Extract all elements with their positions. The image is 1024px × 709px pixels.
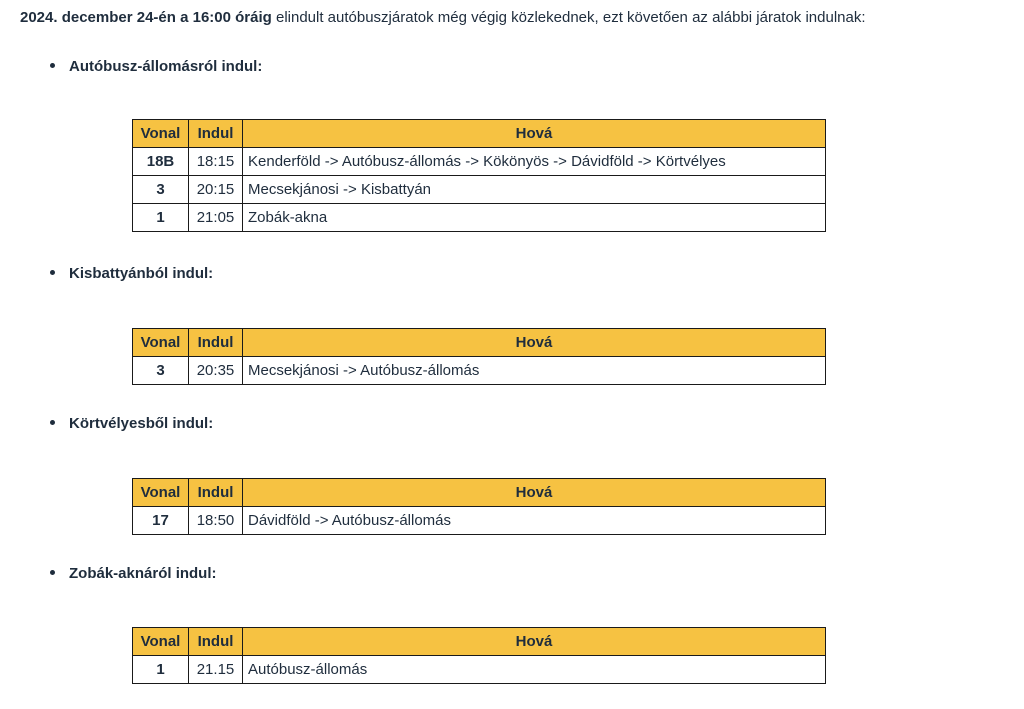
- timetable-zobak-akna: [132, 627, 826, 684]
- cell-indul: 20:35: [189, 357, 243, 385]
- table-row: [133, 176, 826, 204]
- cell-indul: 18:15: [189, 148, 243, 176]
- col-header-hova: Hová: [243, 329, 826, 357]
- table-row: [133, 357, 826, 385]
- col-header-hova: Hová: [243, 120, 826, 148]
- bullet-icon: [50, 570, 55, 575]
- timetable-autobusz-allomas: [132, 119, 826, 232]
- cell-hova: Autóbusz-állomás: [243, 656, 826, 684]
- col-header-indul: Indul: [189, 120, 243, 148]
- bullet-icon: [50, 270, 55, 275]
- col-header-vonal: Vonal: [133, 628, 189, 656]
- col-header-hova: Hová: [243, 479, 826, 507]
- cell-vonal: 3: [133, 176, 189, 204]
- cell-hova: Mecsekjánosi -> Autóbusz-állomás: [243, 357, 826, 385]
- timetable-kortvelyes: [132, 478, 826, 535]
- table-header-row: [133, 120, 826, 148]
- bullet-icon: [50, 63, 55, 68]
- cell-indul: 20:15: [189, 176, 243, 204]
- section-heading-kisbattyan: Kisbattyánból indul:: [50, 264, 213, 284]
- cell-vonal: 3: [133, 357, 189, 385]
- cell-vonal: 1: [133, 204, 189, 232]
- cell-vonal: 1: [133, 656, 189, 684]
- cell-hova: Mecsekjánosi -> Kisbattyán: [243, 176, 826, 204]
- cell-vonal: 18B: [133, 148, 189, 176]
- table-header-row: [133, 628, 826, 656]
- cell-hova: Zobák-akna: [243, 204, 826, 232]
- table-header-row: [133, 329, 826, 357]
- col-header-indul: Indul: [189, 329, 243, 357]
- cell-hova: Dávidföld -> Autóbusz-állomás: [243, 507, 826, 535]
- intro-text: elindult autóbuszjáratok még végig közlekednek, ezt követően az alábbi járatok indulnak:: [271, 9, 866, 26]
- intro-paragraph: [20, 8, 1010, 28]
- col-header-indul: Indul: [189, 628, 243, 656]
- intro-bold-date: 2024. december 24-én a 16:00 óráig: [20, 9, 272, 26]
- cell-indul: 21.15: [189, 656, 243, 684]
- col-header-vonal: Vonal: [133, 479, 189, 507]
- table-row: [133, 507, 826, 535]
- col-header-hova: Hová: [243, 628, 826, 656]
- bullet-icon: [50, 420, 55, 425]
- section-heading-autobusz-allomas: Autóbusz-állomásról indul:: [50, 57, 262, 77]
- col-header-vonal: Vonal: [133, 120, 189, 148]
- cell-indul: 18:50: [189, 507, 243, 535]
- section-heading-kortvelyes: Körtvélyesből indul:: [50, 414, 213, 434]
- col-header-indul: Indul: [189, 479, 243, 507]
- col-header-vonal: Vonal: [133, 329, 189, 357]
- timetable-kisbattyan: [132, 328, 826, 385]
- table-header-row: [133, 479, 826, 507]
- cell-indul: 21:05: [189, 204, 243, 232]
- section-heading-zobak-akna: Zobák-aknáról indul:: [50, 564, 217, 584]
- table-row: [133, 656, 826, 684]
- cell-hova: Kenderföld -> Autóbusz-állomás -> Kökönyös -> Dávidföld -> Körtvélyes: [243, 148, 826, 176]
- cell-vonal: 17: [133, 507, 189, 535]
- table-row: [133, 148, 826, 176]
- table-row: [133, 204, 826, 232]
